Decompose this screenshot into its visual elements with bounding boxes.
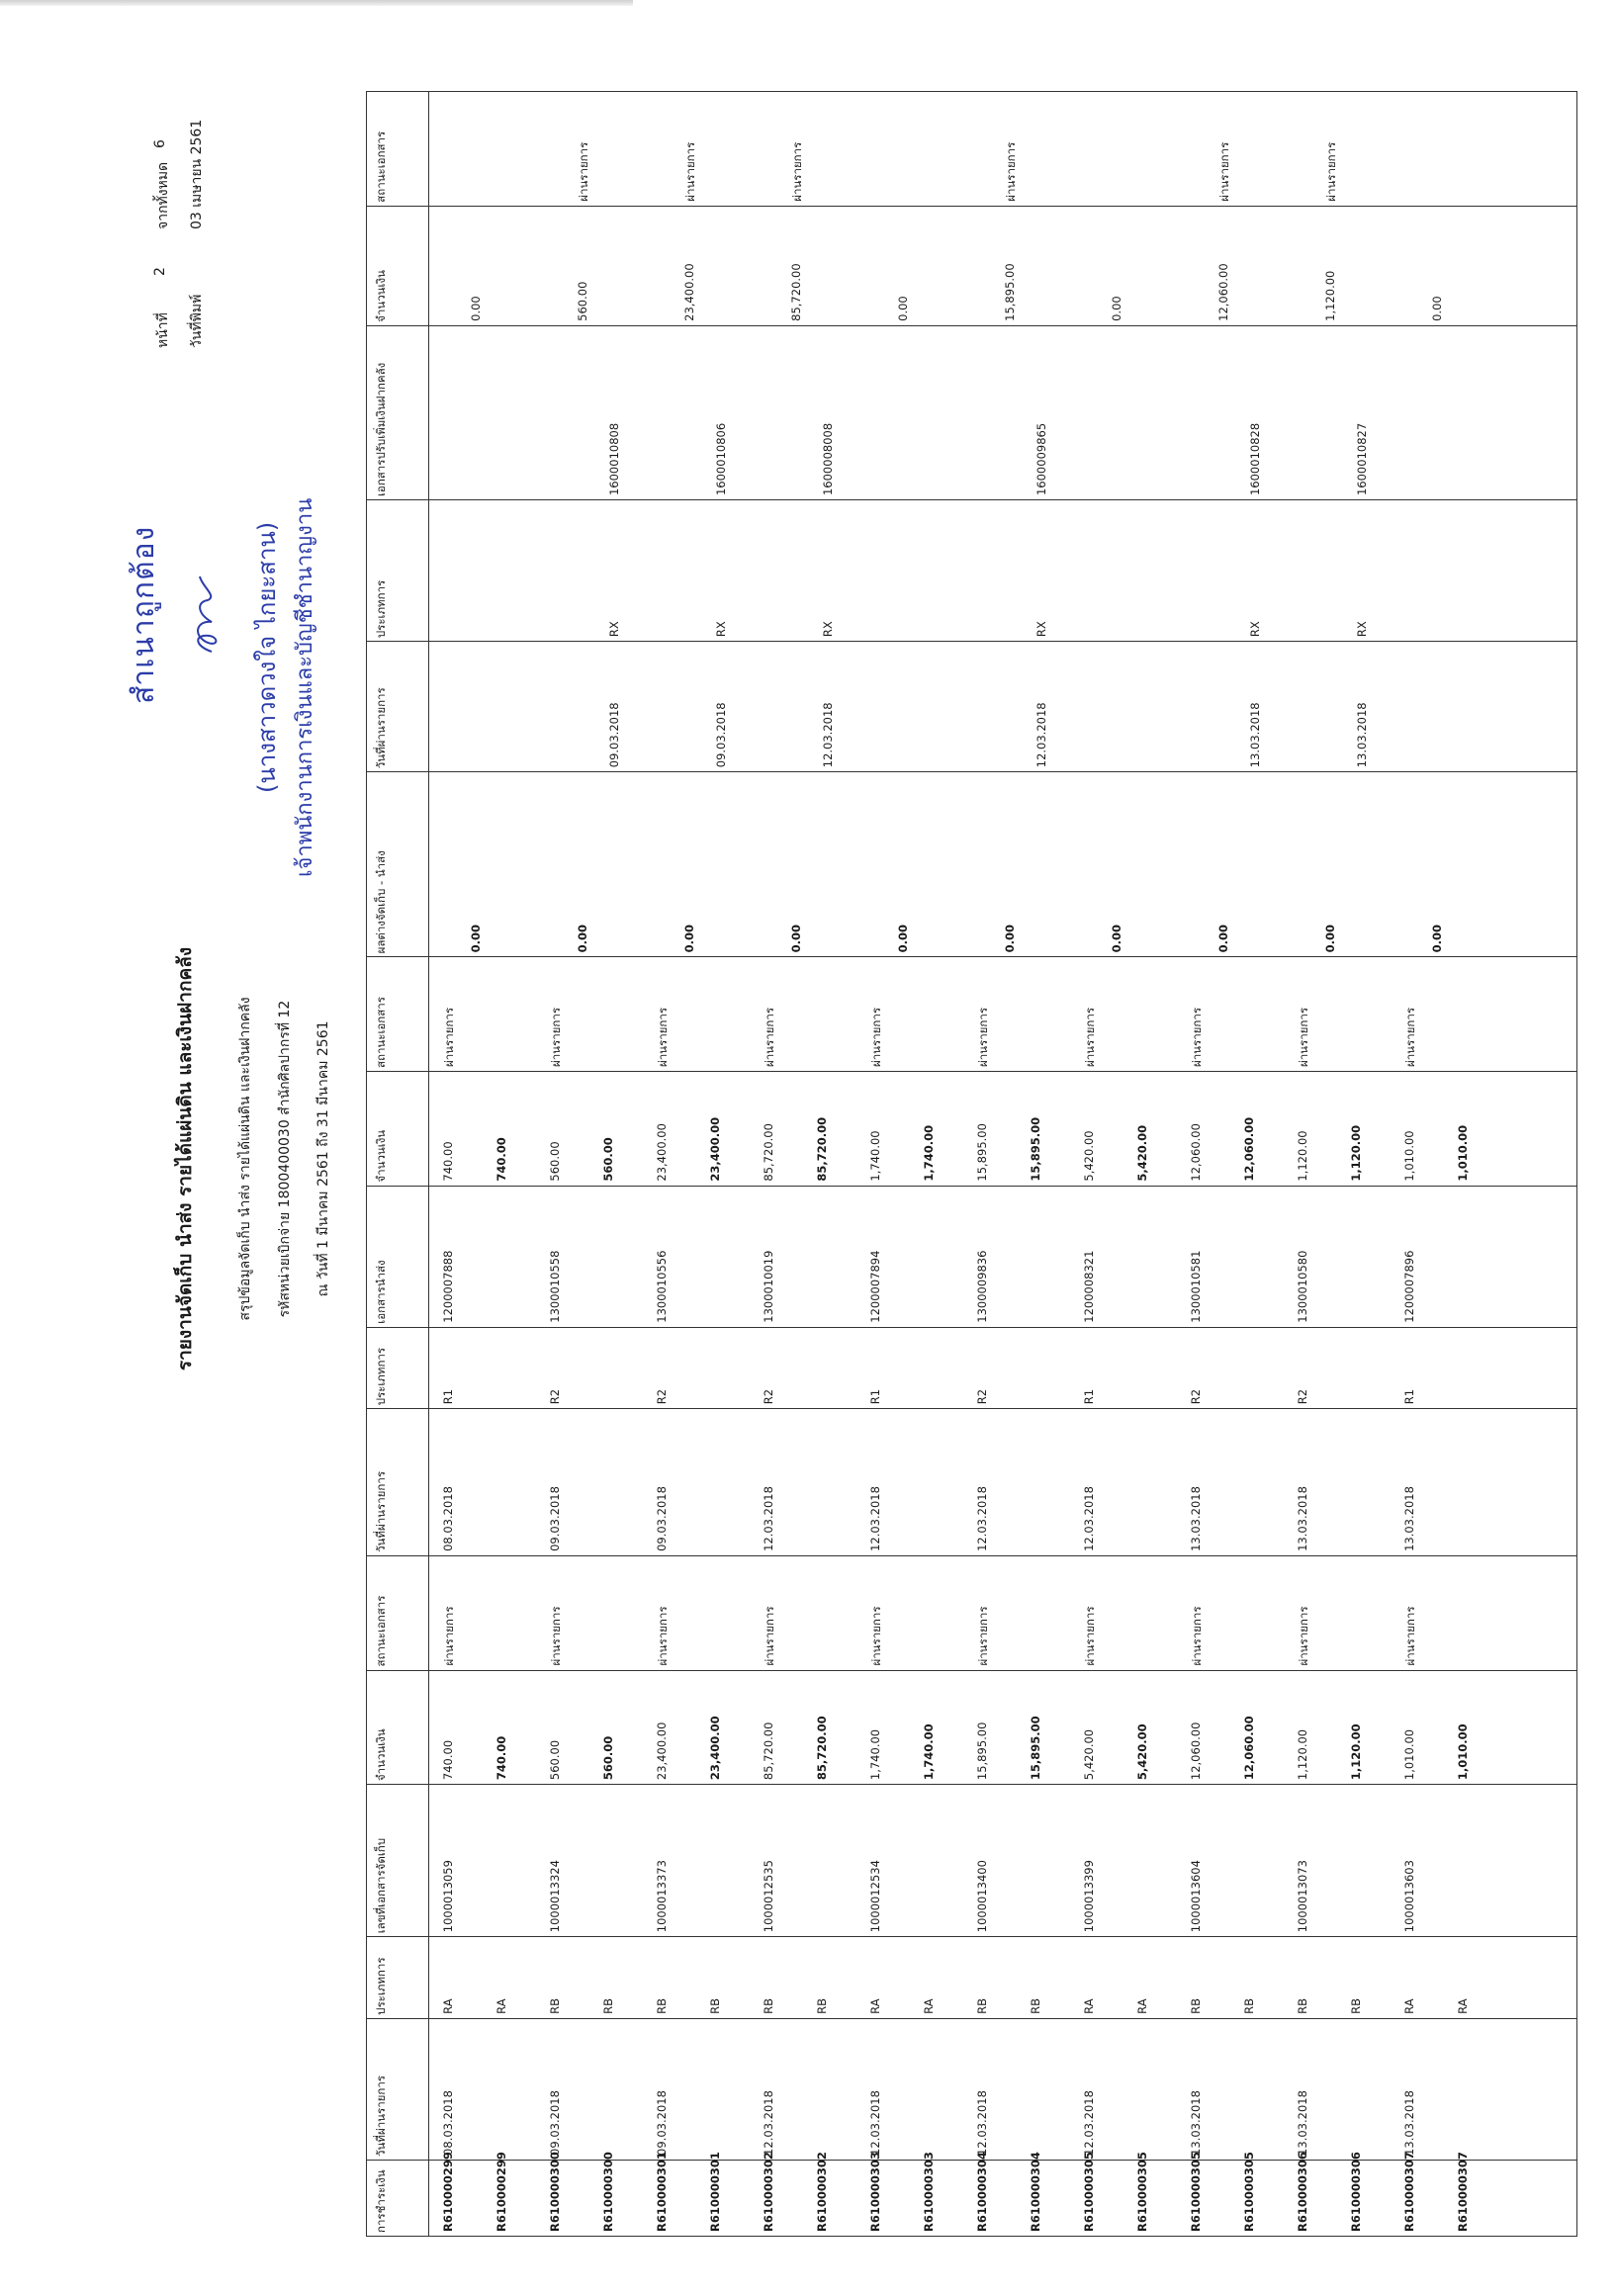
deposit-status: ผ่านรายการ bbox=[577, 141, 590, 202]
column-header: วันที่ผ่านรายการ bbox=[367, 642, 429, 772]
deposit-amount: 23,400.00 bbox=[682, 263, 696, 321]
diff-amount: 0.00 bbox=[1216, 925, 1230, 953]
remit-status: ผ่านรายการ bbox=[763, 1007, 776, 1068]
remit-subtotal: 5,420.00 bbox=[1135, 1124, 1149, 1182]
remit-status: ผ่านรายการ bbox=[976, 1007, 990, 1068]
collect-subtotal: 560.00 bbox=[601, 1735, 615, 1781]
collect-date: 13.03.2018 bbox=[1402, 2090, 1416, 2156]
payment-id-subtotal: R610000301 bbox=[708, 2152, 722, 2232]
collect-subtotal: 1,740.00 bbox=[922, 1723, 936, 1781]
deposit-amount: 15,895.00 bbox=[1003, 263, 1017, 321]
remit-date: 13.03.2018 bbox=[1296, 1486, 1309, 1551]
collect-amount: 85,720.00 bbox=[762, 1722, 775, 1781]
col-remit-status bbox=[429, 957, 1577, 1072]
collect-doc: 1000013400 bbox=[975, 1860, 989, 1933]
remit-status: ผ่านรายการ bbox=[656, 1007, 670, 1068]
collect-type-subtotal: RB bbox=[1242, 1997, 1256, 2014]
print-date: 03 เมษายน 2561 bbox=[189, 119, 205, 229]
column-header: ผลต่างจัดเก็บ - นำส่ง bbox=[367, 772, 429, 957]
collect-type-subtotal: RA bbox=[1456, 1998, 1470, 2014]
remit-type: R2 bbox=[1296, 1388, 1309, 1405]
payment-id: R610000303 bbox=[868, 2152, 882, 2232]
deposit-type: RX bbox=[821, 621, 835, 638]
payment-id: R610000300 bbox=[548, 2152, 562, 2232]
deposit-doc: 1600010828 bbox=[1248, 422, 1262, 496]
collect-subtotal: 5,420.00 bbox=[1135, 1723, 1149, 1781]
deposit-date: 09.03.2018 bbox=[714, 702, 728, 768]
remit-date: 13.03.2018 bbox=[1402, 1486, 1416, 1551]
payment-id-subtotal: R610000300 bbox=[601, 2152, 615, 2232]
column-header: วันที่ผ่านรายการ bbox=[367, 2018, 429, 2160]
deposit-date: 13.03.2018 bbox=[1355, 702, 1369, 768]
deposit-doc: 1600010806 bbox=[714, 422, 728, 496]
report-subtitle: สรุปข้อมูลจัดเก็บ นำส่ง รายได้แผ่นดิน และเงินฝากคลัง bbox=[237, 997, 253, 1321]
collect-type-subtotal: RB bbox=[1029, 1997, 1042, 2014]
col-payment-id bbox=[429, 2152, 1577, 2236]
page-number: 2 bbox=[152, 267, 168, 276]
deposit-doc: 1600010808 bbox=[607, 422, 621, 496]
collect-status: ผ่านรายการ bbox=[1297, 1606, 1310, 1666]
remit-date: 12.03.2018 bbox=[868, 1486, 882, 1551]
print-date-label: วันที่พิมพ์ bbox=[189, 294, 205, 348]
collect-status: ผ่านรายการ bbox=[763, 1606, 776, 1666]
remit-date: 08.03.2018 bbox=[441, 1486, 455, 1551]
remit-status: ผ่านรายการ bbox=[549, 1007, 563, 1068]
collect-status: ผ่านรายการ bbox=[442, 1606, 456, 1666]
remit-type: R2 bbox=[548, 1388, 562, 1405]
report-table bbox=[366, 91, 1577, 2237]
collect-amount: 15,895.00 bbox=[975, 1722, 989, 1781]
collect-type-subtotal: RA bbox=[1135, 1998, 1149, 2014]
remit-amount: 1,010.00 bbox=[1402, 1130, 1416, 1182]
remit-amount: 85,720.00 bbox=[762, 1123, 775, 1182]
remit-amount: 1,740.00 bbox=[868, 1130, 882, 1182]
remit-date: 09.03.2018 bbox=[548, 1486, 562, 1551]
remit-subtotal: 560.00 bbox=[601, 1137, 615, 1182]
remit-date: 12.03.2018 bbox=[762, 1486, 775, 1551]
deposit-doc: 1600009865 bbox=[1034, 422, 1048, 496]
remit-type: R1 bbox=[1402, 1388, 1416, 1405]
collect-subtotal: 1,010.00 bbox=[1456, 1723, 1470, 1781]
remit-type: R2 bbox=[1189, 1388, 1203, 1405]
column-header: สถานะเอกสาร bbox=[367, 1555, 429, 1670]
table-header-row bbox=[367, 92, 429, 2237]
remit-amount: 1,120.00 bbox=[1296, 1130, 1309, 1182]
col-collect-type bbox=[429, 1937, 1577, 2019]
remit-amount: 560.00 bbox=[548, 1141, 562, 1182]
collect-subtotal: 1,120.00 bbox=[1349, 1723, 1363, 1781]
deposit-amount: 0.00 bbox=[1430, 296, 1444, 321]
collect-date: 13.03.2018 bbox=[1189, 2090, 1203, 2156]
remit-doc: 1200007888 bbox=[441, 1250, 455, 1323]
column-header: เอกสารนำส่ง bbox=[367, 1186, 429, 1327]
col-collect-status bbox=[429, 1555, 1577, 1670]
collect-type: RB bbox=[975, 1997, 989, 2014]
collect-status: ผ่านรายการ bbox=[869, 1606, 883, 1666]
remit-subtotal: 85,720.00 bbox=[815, 1116, 829, 1182]
collect-doc: 1000013059 bbox=[441, 1860, 455, 1933]
collect-date: 12.03.2018 bbox=[975, 2090, 989, 2156]
collect-amount: 23,400.00 bbox=[655, 1722, 669, 1781]
collect-doc: 1000013073 bbox=[1296, 1860, 1309, 1933]
collect-date: 12.03.2018 bbox=[1082, 2090, 1096, 2156]
column-header: ประเภทการ bbox=[367, 1327, 429, 1409]
payment-id-subtotal: R610000304 bbox=[1029, 2152, 1042, 2232]
payment-id: R610000301 bbox=[655, 2152, 669, 2232]
collect-amount: 1,120.00 bbox=[1296, 1728, 1309, 1781]
table-body-row bbox=[429, 92, 1577, 2237]
col-remit-doc bbox=[429, 1186, 1577, 1327]
remit-doc: 1200007894 bbox=[868, 1250, 882, 1323]
deposit-type: RX bbox=[1034, 621, 1048, 638]
report-agency: รหัสหน่วยเบิกจ่าย 1800400030 สำนักศิลปากรที่ 12 bbox=[277, 1000, 293, 1318]
deposit-type: RX bbox=[607, 621, 621, 638]
col-deposit-type bbox=[429, 500, 1577, 642]
diff-amount: 0.00 bbox=[576, 925, 589, 953]
collect-amount: 5,420.00 bbox=[1082, 1728, 1096, 1781]
column-header: วันที่ผ่านรายการ bbox=[367, 1409, 429, 1556]
remit-amount: 740.00 bbox=[441, 1141, 455, 1182]
remit-amount: 12,060.00 bbox=[1189, 1123, 1203, 1182]
col-deposit-date bbox=[429, 642, 1577, 772]
remit-subtotal: 23,400.00 bbox=[708, 1116, 722, 1182]
page-label: หน้าที่ bbox=[155, 312, 171, 348]
collect-type: RB bbox=[655, 1997, 669, 2014]
remit-doc: 1200007896 bbox=[1402, 1250, 1416, 1323]
collect-subtotal: 85,720.00 bbox=[815, 1716, 829, 1781]
col-remit-type bbox=[429, 1327, 1577, 1409]
column-header: เลขที่เอกสารจัดเก็บ bbox=[367, 1785, 429, 1937]
collect-doc: 1000012534 bbox=[868, 1860, 882, 1933]
diff-amount: 0.00 bbox=[1003, 925, 1017, 953]
deposit-type: RX bbox=[1248, 621, 1262, 638]
collect-subtotal: 23,400.00 bbox=[708, 1716, 722, 1781]
collect-type-subtotal: RA bbox=[922, 1998, 936, 2014]
remit-doc: 1300010580 bbox=[1296, 1250, 1309, 1323]
col-diff bbox=[429, 772, 1577, 957]
collect-subtotal: 12,060.00 bbox=[1242, 1716, 1256, 1781]
diff-amount: 0.00 bbox=[469, 925, 483, 953]
remit-status: ผ่านรายการ bbox=[442, 1007, 456, 1068]
collect-date: 12.03.2018 bbox=[868, 2090, 882, 2156]
payment-id: R610000305 bbox=[1189, 2152, 1203, 2232]
payment-id-subtotal: R610000307 bbox=[1456, 2152, 1470, 2232]
collect-amount: 740.00 bbox=[441, 1739, 455, 1781]
signature bbox=[188, 571, 224, 660]
deposit-doc: 1600008008 bbox=[821, 422, 835, 496]
remit-amount: 23,400.00 bbox=[655, 1123, 669, 1182]
payment-id: R610000304 bbox=[975, 2152, 989, 2232]
collect-date: 12.03.2018 bbox=[762, 2090, 775, 2156]
collect-amount: 1,010.00 bbox=[1402, 1728, 1416, 1781]
remit-date: 13.03.2018 bbox=[1189, 1486, 1203, 1551]
collect-type: RB bbox=[1189, 1997, 1203, 2014]
deposit-status: ผ่านรายการ bbox=[683, 141, 697, 202]
diff-amount: 0.00 bbox=[896, 925, 910, 953]
collect-type: RA bbox=[441, 1998, 455, 2014]
remit-date: 12.03.2018 bbox=[1082, 1486, 1096, 1551]
col-collect-doc bbox=[429, 1785, 1577, 1937]
remit-doc: 1300010581 bbox=[1189, 1250, 1203, 1323]
diff-amount: 0.00 bbox=[682, 925, 696, 953]
collect-status: ผ่านรายการ bbox=[1403, 1606, 1417, 1666]
signer-name: (นางสาวดวงใจ ไกยะสาน) bbox=[253, 521, 281, 793]
collect-amount: 12,060.00 bbox=[1189, 1722, 1203, 1781]
col-collect-amount bbox=[429, 1670, 1577, 1785]
remit-doc: 1300010558 bbox=[548, 1250, 562, 1323]
collect-type-subtotal: RB bbox=[1349, 1997, 1363, 2014]
remit-subtotal: 1,740.00 bbox=[922, 1124, 936, 1182]
collect-date: 08.03.2018 bbox=[441, 2090, 455, 2156]
remit-status: ผ่านรายการ bbox=[1403, 1007, 1417, 1068]
deposit-date: 12.03.2018 bbox=[1034, 702, 1048, 768]
diff-amount: 0.00 bbox=[1110, 925, 1124, 953]
remit-date: 12.03.2018 bbox=[975, 1486, 989, 1551]
deposit-status: ผ่านรายการ bbox=[790, 141, 804, 202]
remit-subtotal: 1,120.00 bbox=[1349, 1124, 1363, 1182]
deposit-date: 13.03.2018 bbox=[1248, 702, 1262, 768]
payment-id: R610000307 bbox=[1402, 2152, 1416, 2232]
signer-position: เจ้าพนักงานการเงินและบัญชีชำนาญงาน bbox=[293, 497, 317, 877]
deposit-date: 12.03.2018 bbox=[821, 702, 835, 768]
deposit-amount: 12,060.00 bbox=[1216, 263, 1230, 321]
column-header: จำนวนเงิน bbox=[367, 1072, 429, 1187]
collect-amount: 560.00 bbox=[548, 1739, 562, 1781]
payment-id-subtotal: R610000302 bbox=[815, 2152, 829, 2232]
remit-type: R1 bbox=[868, 1388, 882, 1405]
report-period: ณ วันที่ 1 มีนาคม 2561 ถึง 31 มีนาคม 2561 bbox=[315, 1020, 331, 1297]
remit-subtotal: 12,060.00 bbox=[1242, 1116, 1256, 1182]
deposit-date: 09.03.2018 bbox=[607, 702, 621, 768]
deposit-amount: 0.00 bbox=[1110, 296, 1124, 321]
column-header: สถานะเอกสาร bbox=[367, 92, 429, 207]
diff-amount: 0.00 bbox=[1323, 925, 1337, 953]
payment-id-subtotal: R610000305 bbox=[1135, 2152, 1149, 2232]
column-header: การชำระเงิน bbox=[367, 2160, 429, 2236]
deposit-status: ผ่านรายการ bbox=[1004, 141, 1018, 202]
remit-date: 09.03.2018 bbox=[655, 1486, 669, 1551]
column-header: จำนวนเงิน bbox=[367, 1670, 429, 1785]
column-header: เอกสารปรับเพิ่มเงินฝากคลัง bbox=[367, 325, 429, 499]
collect-type: RB bbox=[762, 1997, 775, 2014]
collect-status: ผ่านรายการ bbox=[656, 1606, 670, 1666]
collect-type-subtotal: RB bbox=[815, 1997, 829, 2014]
collect-type-subtotal: RA bbox=[494, 1998, 508, 2014]
remit-status: ผ่านรายการ bbox=[869, 1007, 883, 1068]
collect-type-subtotal: RB bbox=[708, 1997, 722, 2014]
collect-type: RA bbox=[1082, 1998, 1096, 2014]
column-header: จำนวนเงิน bbox=[367, 206, 429, 325]
collect-status: ผ่านรายการ bbox=[549, 1606, 563, 1666]
deposit-status: ผ่านรายการ bbox=[1324, 141, 1338, 202]
remit-doc: 1300009836 bbox=[975, 1250, 989, 1323]
collect-subtotal: 740.00 bbox=[494, 1735, 508, 1781]
collect-doc: 1000013373 bbox=[655, 1860, 669, 1933]
deposit-type: RX bbox=[1355, 621, 1369, 638]
page-of-label: จากทั้งหมด bbox=[155, 161, 171, 229]
remit-type: R2 bbox=[975, 1388, 989, 1405]
collect-doc: 1000013324 bbox=[548, 1860, 562, 1933]
remit-subtotal: 740.00 bbox=[494, 1137, 508, 1182]
payment-id-subtotal: R610000299 bbox=[494, 2152, 508, 2232]
collect-type: RB bbox=[548, 1997, 562, 2014]
deposit-amount: 85,720.00 bbox=[789, 263, 803, 321]
collect-type: RA bbox=[868, 1998, 882, 2014]
remit-subtotal: 1,010.00 bbox=[1456, 1124, 1470, 1182]
deposit-type: RX bbox=[714, 621, 728, 638]
remit-status: ผ่านรายการ bbox=[1297, 1007, 1310, 1068]
remit-type: R1 bbox=[1082, 1388, 1096, 1405]
payment-id: R610000302 bbox=[762, 2152, 775, 2232]
deposit-amount: 560.00 bbox=[576, 281, 589, 321]
remit-type: R1 bbox=[441, 1388, 455, 1405]
remit-type: R2 bbox=[762, 1388, 775, 1405]
col-deposit-doc bbox=[429, 325, 1577, 499]
deposit-status: ผ่านรายการ bbox=[1217, 141, 1231, 202]
diff-amount: 0.00 bbox=[789, 925, 803, 953]
payment-id-subtotal: R610000305 bbox=[1242, 2152, 1256, 2232]
payment-id: R610000306 bbox=[1296, 2152, 1309, 2232]
deposit-doc: 1600010827 bbox=[1355, 422, 1369, 496]
remit-amount: 15,895.00 bbox=[975, 1123, 989, 1182]
deposit-amount: 1,120.00 bbox=[1323, 270, 1337, 321]
collect-type: RB bbox=[1296, 1997, 1309, 2014]
collect-doc: 1000013603 bbox=[1402, 1860, 1416, 1933]
remit-status: ผ่านรายการ bbox=[1190, 1007, 1204, 1068]
report-title: รายงานจัดเก็บ นำส่ง รายได้แผ่นดิน และเงินฝากคลัง bbox=[174, 946, 196, 1371]
collect-doc: 1000012535 bbox=[762, 1860, 775, 1933]
collect-doc: 1000013399 bbox=[1082, 1860, 1096, 1933]
collect-status: ผ่านรายการ bbox=[976, 1606, 990, 1666]
col-deposit-status bbox=[429, 92, 1577, 207]
certified-copy-stamp: สำเนาถูกต้อง bbox=[127, 525, 161, 704]
collect-type: RA bbox=[1402, 1998, 1416, 2014]
collect-date: 09.03.2018 bbox=[548, 2090, 562, 2156]
payment-id-subtotal: R610000303 bbox=[922, 2152, 936, 2232]
remit-doc: 1200008321 bbox=[1082, 1250, 1096, 1323]
remit-doc: 1300010019 bbox=[762, 1250, 775, 1323]
remit-doc: 1300010556 bbox=[655, 1250, 669, 1323]
remit-type: R2 bbox=[655, 1388, 669, 1405]
col-collect-date bbox=[429, 2018, 1577, 2160]
column-header: ประเภทการ bbox=[367, 500, 429, 642]
col-remit-amount bbox=[429, 1072, 1577, 1187]
col-remit-date bbox=[429, 1409, 1577, 1556]
remit-status: ผ่านรายการ bbox=[1083, 1007, 1097, 1068]
diff-amount: 0.00 bbox=[1430, 925, 1444, 953]
deposit-amount: 0.00 bbox=[469, 296, 483, 321]
collect-date: 13.03.2018 bbox=[1296, 2090, 1309, 2156]
collect-amount: 1,740.00 bbox=[868, 1728, 882, 1781]
payment-id: R610000299 bbox=[441, 2152, 455, 2232]
column-header: สถานะเอกสาร bbox=[367, 957, 429, 1072]
col-deposit-amount bbox=[429, 206, 1577, 325]
collect-status: ผ่านรายการ bbox=[1083, 1606, 1097, 1666]
collect-doc: 1000013604 bbox=[1189, 1860, 1203, 1933]
collect-subtotal: 15,895.00 bbox=[1029, 1716, 1042, 1781]
remit-subtotal: 15,895.00 bbox=[1029, 1116, 1042, 1182]
collect-type-subtotal: RB bbox=[601, 1997, 615, 2014]
column-header: ประเภทการ bbox=[367, 1937, 429, 2019]
collect-status: ผ่านรายการ bbox=[1190, 1606, 1204, 1666]
payment-id-subtotal: R610000306 bbox=[1349, 2152, 1363, 2232]
remit-amount: 5,420.00 bbox=[1082, 1130, 1096, 1182]
page-total: 6 bbox=[152, 139, 168, 148]
payment-id: R610000305 bbox=[1082, 2152, 1096, 2232]
collect-date: 09.03.2018 bbox=[655, 2090, 669, 2156]
deposit-amount: 0.00 bbox=[896, 296, 910, 321]
